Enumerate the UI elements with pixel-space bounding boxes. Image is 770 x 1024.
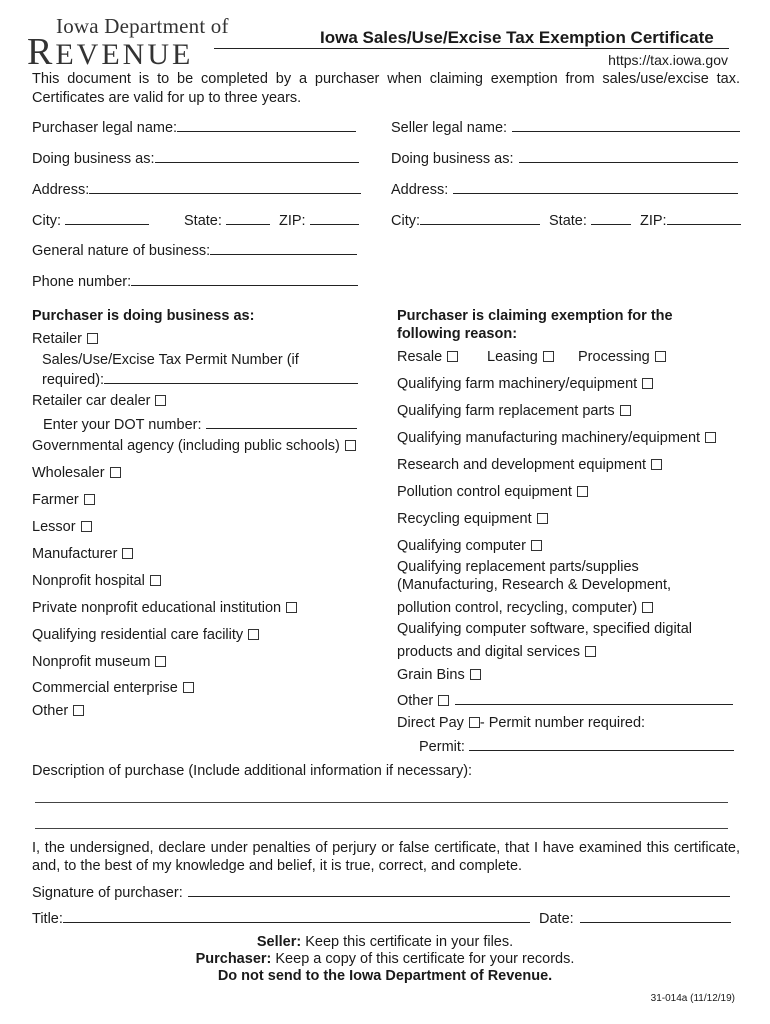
seller-city-line[interactable] [420, 211, 540, 225]
seller-instruction-label: Seller: [256, 934, 302, 950]
gov-agency-label: Governmental agency (including public schools) [32, 438, 340, 454]
purchaser-dba-label: Doing business as: [32, 151, 155, 167]
computer-checkbox[interactable] [531, 540, 542, 551]
title-label: Title: [32, 911, 63, 927]
direct-pay-suffix: - Permit number required: [479, 715, 646, 731]
business-type-commercial-enterprise[interactable] [32, 680, 194, 696]
description-label: Description of purchase (Include additional information if necessary): [32, 763, 473, 779]
grain-bins-option[interactable] [397, 667, 481, 683]
exemption-heading-1: Purchaser is claiming exemption for the [397, 308, 673, 324]
processing-label: Processing [578, 349, 650, 365]
business-type-wholesaler[interactable] [32, 465, 121, 481]
grain-bins-checkbox[interactable] [470, 669, 481, 680]
purchaser-zip-line[interactable] [310, 211, 359, 225]
software-checkbox[interactable] [585, 646, 596, 657]
processing-checkbox[interactable] [655, 351, 666, 362]
seller-dba-label: Doing business as: [391, 151, 514, 167]
seller-legal-name-line[interactable] [512, 118, 740, 132]
title-line[interactable] [63, 909, 530, 923]
repl-parts-label-3: pollution control, recycling, computer) [397, 600, 638, 616]
description-line-2[interactable] [35, 828, 728, 829]
recycling-option[interactable] [397, 511, 548, 527]
direct-pay-label: Direct Pay [397, 715, 464, 731]
logo-revenue-initial: R [27, 31, 56, 73]
business-type-checkbox[interactable] [150, 575, 161, 586]
seller-city-field[interactable] [391, 211, 540, 229]
seller-instruction [0, 934, 770, 950]
form-title: Iowa Sales/Use/Excise Tax Exemption Certificate [320, 28, 714, 47]
business-type-nonprofit-hospital[interactable] [32, 573, 161, 589]
date-field[interactable] [539, 909, 731, 927]
mfg-machinery-label: Qualifying manufacturing machinery/equipment [397, 430, 701, 446]
dot-number-label: Enter your DOT number: [43, 417, 202, 433]
signature-line[interactable] [188, 883, 730, 897]
seller-state-line[interactable] [591, 211, 631, 225]
business-type-checkbox[interactable] [84, 494, 95, 505]
purchaser-address-field[interactable] [32, 180, 361, 198]
permit-number-label-2: required): [42, 372, 105, 388]
intro-text: This document is to be completed by a purchaser when claiming exemption from sales/use/excise tax. Certificates are valid for up to three years. [32, 71, 740, 106]
other-exemption-option[interactable] [397, 691, 733, 709]
seller-zip-line[interactable] [667, 211, 741, 225]
direct-pay-permit-field[interactable] [419, 737, 734, 755]
direct-pay-permit-label: Permit: [419, 739, 465, 755]
seller-legal-name-label: Seller legal name: [391, 120, 508, 136]
resale-checkbox[interactable] [447, 351, 458, 362]
purchaser-city-line[interactable] [65, 211, 149, 225]
logo-revenue-text [27, 30, 193, 74]
business-type-label: Nonprofit hospital [32, 573, 145, 589]
phone-line[interactable] [131, 272, 358, 286]
seller-zip-field[interactable] [640, 211, 741, 229]
rd-equipment-checkbox[interactable] [651, 459, 662, 470]
purchaser-address-line[interactable] [89, 180, 361, 194]
purchaser-state-field[interactable] [184, 211, 270, 229]
business-type-checkbox[interactable] [248, 629, 259, 640]
computer-option[interactable] [397, 538, 542, 554]
retailer-option[interactable] [32, 331, 98, 347]
business-type-checkbox[interactable] [286, 602, 297, 613]
dot-number-line[interactable] [206, 415, 357, 429]
rd-equipment-option[interactable] [397, 457, 662, 473]
signature-field[interactable] [32, 883, 730, 901]
logo-revenue-rest: EVENUE [55, 38, 194, 71]
business-type-farmer[interactable] [32, 492, 95, 508]
business-type-label: Qualifying residential care facility [32, 627, 244, 643]
business-type-checkbox[interactable] [81, 521, 92, 532]
business-type-qualifying-residential-care-facility[interactable] [32, 627, 259, 643]
mfg-machinery-checkbox[interactable] [705, 432, 716, 443]
seller-zip-label: ZIP: [640, 213, 667, 229]
car-dealer-checkbox[interactable] [155, 395, 166, 406]
title-divider [214, 48, 729, 49]
purchaser-instruction-text: Keep a copy of this certificate for your records. [275, 951, 575, 967]
business-type-other[interactable] [32, 703, 84, 719]
phone-label: Phone number: [32, 274, 132, 290]
business-type-label: Lessor [32, 519, 76, 535]
resale-label: Resale [397, 349, 443, 365]
repl-parts-label-2: (Manufacturing, Research & Development, [397, 577, 672, 593]
date-label: Date: [539, 911, 574, 927]
seller-address-label: Address: [391, 182, 449, 198]
title-field[interactable] [32, 909, 530, 927]
farm-parts-checkbox[interactable] [620, 405, 631, 416]
business-type-manufacturer[interactable] [32, 546, 133, 562]
car-dealer-option[interactable] [32, 393, 166, 409]
business-type-label: Manufacturer [32, 546, 118, 562]
farm-parts-label: Qualifying farm replacement parts [397, 403, 615, 419]
repl-parts-checkbox[interactable] [642, 602, 653, 613]
software-label-2: products and digital services [397, 644, 580, 660]
purchaser-dba-line[interactable] [155, 149, 359, 163]
dot-number-field[interactable] [43, 415, 357, 433]
permit-number-label-1: Sales/Use/Excise Tax Permit Number (if [42, 352, 299, 368]
retailer-checkbox[interactable] [87, 333, 98, 344]
gov-agency-checkbox[interactable] [345, 440, 356, 451]
retailer-label: Retailer [32, 331, 82, 347]
business-type-checkbox[interactable] [73, 705, 84, 716]
recycling-label: Recycling equipment [397, 511, 532, 527]
business-nature-label: General nature of business: [32, 243, 211, 259]
purchaser-zip-label: ZIP: [279, 213, 306, 229]
business-type-nonprofit-museum[interactable] [32, 654, 166, 670]
logo-department-text: Iowa Department of [56, 14, 229, 38]
leasing-option[interactable] [487, 349, 554, 365]
business-type-lessor[interactable] [32, 519, 92, 535]
form-code: 31-014a (11/12/19) [650, 993, 735, 1004]
seller-dba-field[interactable] [391, 149, 738, 167]
leasing-checkbox[interactable] [543, 351, 554, 362]
resale-option[interactable] [397, 349, 458, 365]
purchaser-state-label: State: [184, 213, 222, 229]
seller-legal-name-field[interactable] [391, 118, 740, 136]
computer-label: Qualifying computer [397, 538, 526, 554]
business-nature-line[interactable] [210, 241, 357, 255]
permit-number-field[interactable] [42, 370, 358, 388]
business-type-label: Farmer [32, 492, 79, 508]
description-line-1[interactable] [35, 802, 728, 803]
business-type-label: Nonprofit museum [32, 654, 151, 670]
business-type-checkbox[interactable] [155, 656, 166, 667]
seller-instruction-text: Keep this certificate in your files. [305, 934, 514, 950]
car-dealer-label: Retailer car dealer [32, 393, 151, 409]
purchaser-address-label: Address: [32, 182, 90, 198]
seller-dba-line[interactable] [519, 149, 738, 163]
pollution-label: Pollution control equipment [397, 484, 572, 500]
pollution-checkbox[interactable] [577, 486, 588, 497]
purchaser-zip-field[interactable] [279, 211, 359, 229]
business-as-heading: Purchaser is doing business as: [32, 308, 255, 324]
recycling-checkbox[interactable] [537, 513, 548, 524]
seller-state-label: State: [549, 213, 587, 229]
repl-parts-option[interactable] [397, 600, 653, 616]
purchaser-legal-name-field[interactable] [32, 118, 356, 136]
business-type-private-nonprofit-educational-institution[interactable] [32, 600, 297, 616]
other-exemption-label: Other [397, 693, 434, 709]
business-type-label: Commercial enterprise [32, 680, 178, 696]
business-type-label: Private nonprofit educational institution [32, 600, 282, 616]
rd-equipment-label: Research and development equipment [397, 457, 647, 473]
purchaser-instruction [0, 951, 770, 967]
software-label-1: Qualifying computer software, specified digital [397, 621, 692, 637]
purchaser-city-field[interactable] [32, 211, 149, 229]
seller-state-field[interactable] [549, 211, 631, 229]
mfg-machinery-option[interactable] [397, 430, 716, 446]
direct-pay-permit-line[interactable] [469, 737, 734, 751]
business-nature-field[interactable] [32, 241, 357, 259]
direct-pay-option[interactable] [397, 715, 645, 731]
do-not-send-warning: Do not send to the Iowa Department of Revenue. [217, 968, 553, 984]
farm-machinery-checkbox[interactable] [642, 378, 653, 389]
seller-address-field[interactable] [391, 180, 738, 198]
business-type-checkbox[interactable] [110, 467, 121, 478]
farm-machinery-label: Qualifying farm machinery/equipment [397, 376, 638, 392]
business-type-checkbox[interactable] [122, 548, 133, 559]
grain-bins-label: Grain Bins [397, 667, 465, 683]
other-exemption-line[interactable] [455, 691, 733, 705]
purchaser-legal-name-label: Purchaser legal name: [32, 120, 178, 136]
business-type-label: Other [32, 703, 69, 719]
repl-parts-label-1: Qualifying replacement parts/supplies [397, 559, 639, 575]
purchaser-state-line[interactable] [226, 211, 270, 225]
processing-option[interactable] [578, 349, 666, 365]
permit-number-line[interactable] [104, 370, 358, 384]
purchaser-legal-name-line[interactable] [177, 118, 356, 132]
farm-machinery-option[interactable] [397, 376, 653, 392]
business-type-label: Wholesaler [32, 465, 105, 481]
farm-parts-option[interactable] [397, 403, 631, 419]
date-line[interactable] [580, 909, 731, 923]
purchaser-dba-field[interactable] [32, 149, 359, 167]
business-type-checkbox[interactable] [183, 682, 194, 693]
purchaser-instruction-label: Purchaser: [195, 951, 272, 967]
seller-address-line[interactable] [453, 180, 738, 194]
gov-agency-option[interactable] [32, 438, 356, 454]
phone-field[interactable] [32, 272, 358, 290]
software-option[interactable] [397, 644, 596, 660]
website-link[interactable]: https://tax.iowa.gov [608, 52, 728, 68]
pollution-option[interactable] [397, 484, 588, 500]
seller-city-label: City: [391, 213, 420, 229]
direct-pay-checkbox[interactable] [469, 717, 480, 728]
signature-label: Signature of purchaser: [32, 885, 183, 901]
leasing-label: Leasing [487, 349, 538, 365]
declaration-text: I, the undersigned, declare under penalties of perjury or false certificate, that I have examined this certificate, and, to the best of my knowledge and belief, it is true, correct, and complete. [32, 840, 740, 874]
other-exemption-checkbox[interactable] [438, 695, 449, 706]
purchaser-city-label: City: [32, 213, 61, 229]
exemption-heading-2: following reason: [397, 326, 518, 342]
